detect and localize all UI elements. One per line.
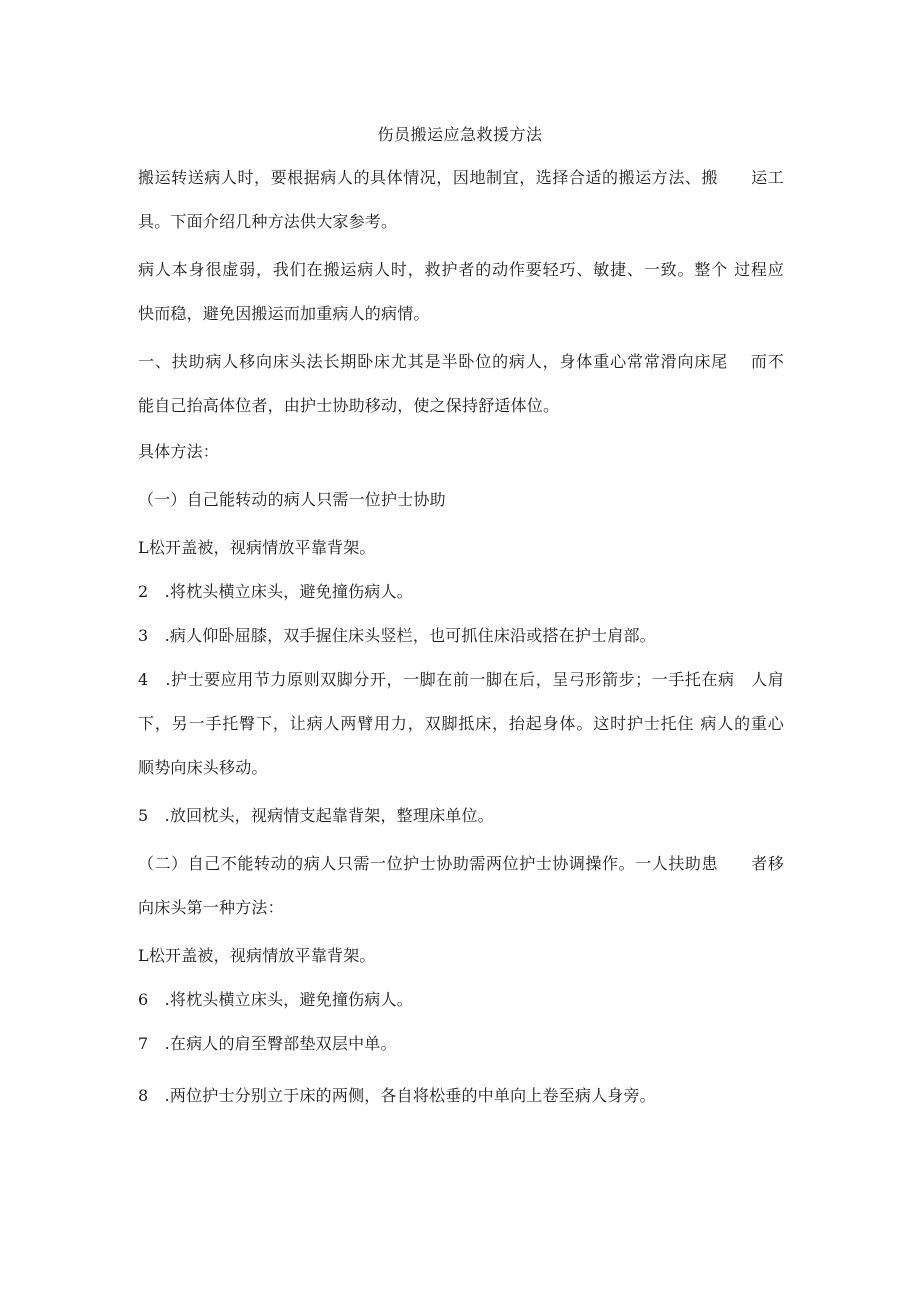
list-item: 5 .放回枕头，视病情支起靠背架，整理床单位。: [138, 806, 494, 825]
list-item: 2 .将枕头横立床头，避免撞伤病人。: [138, 582, 413, 601]
paragraph-line: 病人本身很虚弱，我们在搬运病人时，救护者的动作要轻巧、敏捷、一致。整个 过程应: [138, 260, 784, 279]
list-item: L松开盖被，视病情放平靠背架。: [138, 946, 376, 965]
list-item: 3 .病人仰卧屈膝，双手握住床头竖栏，也可抓住床沿或搭在护士肩部。: [138, 626, 656, 645]
paragraph-line: （二）自己不能转动的病人只需一位护士协助需两位护士协调操作。一人扶助患 者移: [138, 854, 784, 873]
paragraph-line: 能自己抬高体位者，由护士协助移动，使之保持舒适体位。: [138, 396, 560, 415]
document-body: [138, 170, 784, 1132]
list-item: 6 .将枕头横立床头，避免撞伤病人。: [138, 990, 413, 1009]
list-item: 顺势向床头移动。: [138, 758, 268, 777]
document-title: 伤员搬运应急救援方法: [377, 125, 543, 144]
paragraph-line: 具体方法：: [138, 442, 220, 461]
list-item: 7 .在病人的肩至臀部垫双层中单。: [138, 1034, 397, 1053]
list-item: 下，另一手托臀下，让病人两臂用力，双脚抵床，抬起身体。这时护士托住 病人的重心: [138, 714, 784, 733]
paragraph-line: 具。下面介绍几种方法供大家参考。: [138, 212, 398, 231]
list-item: 8 .两位护士分别立于床的两侧，各自将松垂的中单向上卷至病人身旁。: [138, 1086, 656, 1105]
paragraph-line: 快而稳，避免因搬运而加重病人的病情。: [138, 304, 430, 323]
paragraph-line: （一）自己能转动的病人只需一位护士协助: [138, 490, 446, 509]
list-item: L松开盖被，视病情放平靠背架。: [138, 538, 376, 557]
list-item: 4 .护士要应用节力原则双脚分开，一脚在前一脚在后，呈弓形箭步；一手托在病 人肩: [138, 670, 784, 689]
paragraph-line: 向床头第一种方法：: [138, 898, 284, 917]
paragraph-line: 一、扶助病人移向床头法长期卧床尤其是半卧位的病人，身体重心常常滑向床尾 而不: [138, 352, 784, 371]
paragraph-line: 搬运转送病人时，要根据病人的具体情况，因地制宜，选择合适的搬运方法、搬 运工: [138, 168, 784, 187]
